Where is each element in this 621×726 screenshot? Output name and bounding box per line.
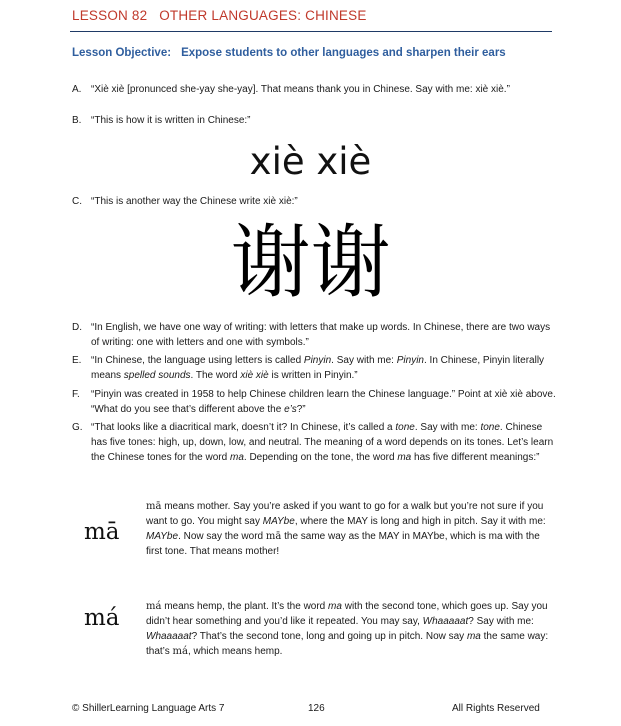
footer-rights: All Rights Reserved: [452, 703, 540, 714]
item-text: “Pinyin was created in 1958 to help Chinese children learn the Chinese language.” Point at xiè xiè above. “What do you see that’s different above the e’s?”: [91, 389, 556, 415]
hanzi-text: 谢谢: [230, 216, 391, 309]
item-letter: D.: [72, 322, 82, 333]
lesson-title: [72, 8, 367, 23]
item-letter: A.: [72, 84, 82, 95]
lesson-number: LESSON 82: [72, 8, 148, 23]
item-text: “This is another way the Chinese write xiè xiè:”: [91, 196, 298, 207]
item-letter: F.: [72, 389, 80, 400]
item-letter: E.: [72, 355, 82, 366]
footer-copyright: © ShillerLearning Language Arts 7: [72, 703, 225, 714]
tone-description: mā means mother. Say you’re asked if you want to go for a walk but you’re not sure if you want to go. You might say MAYbe, where the MAY is long and high in pitch. Say it with me: MAYbe. Now say the word mā the same way as the MAY in MAYbe, which is ma with the first tone. That means mother!: [146, 501, 546, 557]
tone-description: má means hemp, the plant. It’s the word ma with the second tone, which goes up. Say you didn’t hear something and you’d like it repeated. You may say, Whaaaaat? Say with me: Whaaaaat? That’s the second tone, long and going up in pitch. Now say ma the same way: that’s má, which means hemp.: [146, 601, 549, 657]
item-letter: B.: [72, 115, 82, 126]
lesson-topic: OTHER LANGUAGES: CHINESE: [159, 8, 367, 23]
item-text: “In English, we have one way of writing: with letters that make up words. In Chinese, there are two ways of writing: one with letters and one with symbols.”: [91, 322, 551, 348]
item-text: “Xiè xiè [pronunced she-yay she-yay]. That means thank you in Chinese. Say with me: xiè xiè.”: [91, 84, 510, 95]
item-letter: C.: [72, 196, 82, 207]
tone-glyph: má: [84, 605, 120, 631]
pinyin-display: xiè xiè: [249, 140, 372, 183]
objective-label: Lesson Objective:: [72, 47, 172, 59]
item-letter: G.: [72, 422, 83, 433]
lesson-objective: [72, 47, 562, 59]
item-text: “That looks like a diacritical mark, doesn’t it? In Chinese, it’s called a tone. Say with me: tone. Chinese has five tones: high, up, down, low, and neutral. The meaning of a word depends on its tones. Let’s learn the Chinese tones for the word ma. Depending on the tone, the word ma has five different meanings:”: [91, 422, 554, 463]
chinese-characters-display: [0, 218, 621, 308]
tone-glyph: mā: [84, 519, 120, 545]
item-text: “In Chinese, the language using letters is called Pinyin. Say with me: Pinyin. In Chinese, Pinyin literally means spelled sounds. The word xiè xiè is written in Pinyin.”: [91, 355, 545, 381]
footer-page-number: 126: [308, 703, 325, 714]
item-text: “This is how it is written in Chinese:”: [91, 115, 251, 126]
title-divider: [70, 31, 552, 32]
objective-text: Expose students to other languages and sharpen their ears: [181, 47, 506, 59]
